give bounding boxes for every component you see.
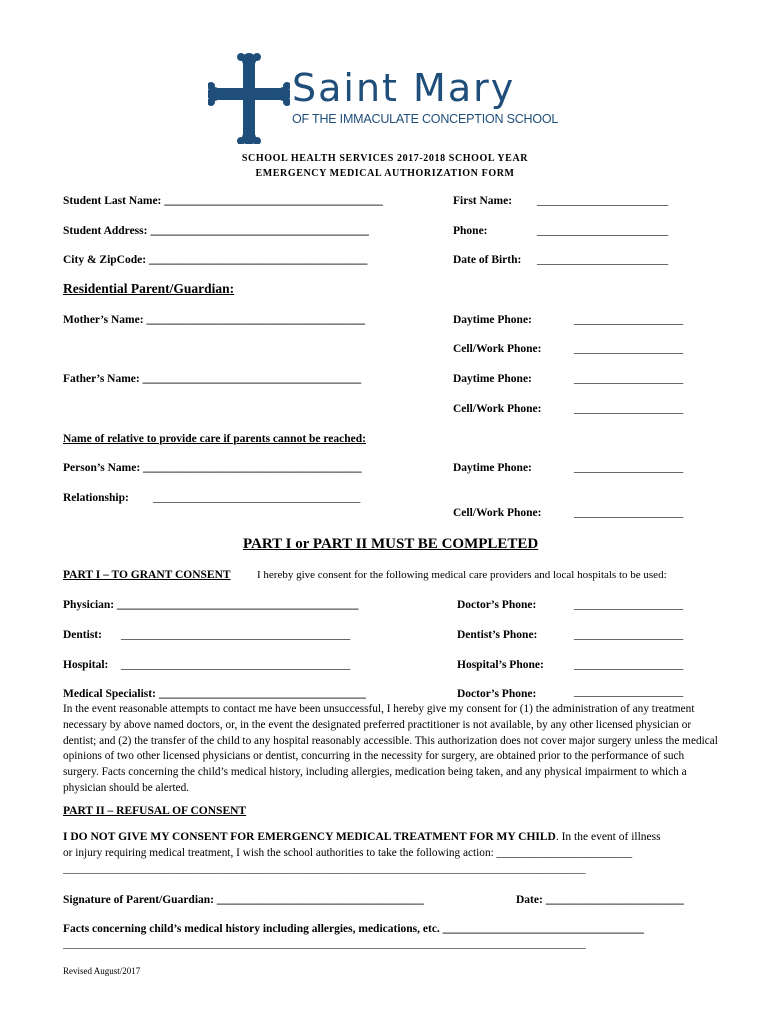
mother-cell-label: Cell/Work Phone: [453,343,542,355]
physician-phone-label: Doctor’s Phone: [457,599,537,611]
mother-cell-field[interactable]: ____________________ [574,343,684,355]
signature-field[interactable]: Signature of Parent/Guardian: ____________________________________ [63,894,424,906]
relationship-field[interactable]: ______________________________________ [153,492,361,504]
part2-title: PART II – REFUSAL OF CONSENT [63,805,247,817]
refusal-blank-line[interactable]: ______________________________________________________________________________________________________________ [63,864,586,875]
phone-field[interactable]: ________________________ [537,225,668,237]
mother-daytime-label: Daytime Phone: [453,314,532,326]
part-heading: PART I or PART II MUST BE COMPLETED [243,536,539,552]
hospital-phone-field[interactable]: ____________________ [574,659,684,671]
specialist-phone-field[interactable]: ____________________ [574,686,684,698]
consent-paragraph: In the event reasonable attempts to contact me have been unsuccessful, I hereby give my consent for (1) the administration of any treatment necessary by above named doctors, or, in the event the designated preferred practitioner is not available, by any other licensed physician or dentist; and (2) the transfer of the child to any hospital reasonably accessible. This authorization does not cover major surgery unless the medical opinions of two other licensed physicians or dentist, concurring in the necessity for surgery, are obtained prior to the performance of such surgery. Facts concerning the child’s medical history, including allergies, medication being taken, and any physical impairment to which a physician should be alerted. [63,703,718,794]
hospital-phone-label: Hospital’s Phone: [457,659,544,671]
hospital-label: Hospital: [63,659,109,671]
relative-cell-field[interactable]: ____________________ [574,507,684,519]
school-subtitle: OF THE IMMACULATE CONCEPTION SCHOOL [292,112,559,126]
guardian-heading: Residential Parent/Guardian: [63,281,235,296]
physician-phone-field[interactable]: ____________________ [574,599,684,611]
city-zip-field[interactable]: City & ZipCode: ______________________________________ [63,254,368,266]
student-address-field[interactable]: Student Address: ______________________________________ [63,225,369,237]
first-name-field[interactable]: ________________________ [537,195,668,207]
phone-label: Phone: [453,225,488,237]
dentist-label: Dentist: [63,629,102,641]
medical-history-field[interactable]: Facts concerning child’s medical history including allergies, medications, etc. ___________________________________ [63,923,644,935]
student-last-name-field[interactable]: Student Last Name: ______________________________________ [63,195,383,207]
revision-note: Revised August/2017 [63,966,141,976]
person-name-field[interactable]: Person’s Name: ______________________________________ [63,462,362,474]
relationship-label: Relationship: [63,492,129,504]
physician-field[interactable]: Physician: __________________________________________ [63,599,359,611]
dentist-field[interactable]: __________________________________________ [121,629,350,641]
father-cell-field[interactable]: ____________________ [574,403,684,415]
relative-heading: Name of relative to provide care if parents cannot be reached: [63,433,366,445]
first-name-label: First Name: [453,195,513,207]
relative-daytime-label: Daytime Phone: [453,462,532,474]
dentist-phone-label: Dentist’s Phone: [457,629,538,641]
dob-label: Date of Birth: [453,254,522,266]
specialist-phone-label: Doctor’s Phone: [457,688,537,700]
refusal-statement-row [63,831,661,843]
cross-icon [208,52,290,144]
part1-title: PART I – TO GRANT CONSENT [63,569,231,581]
refusal-statement-rest: . In the event of illness [555,831,661,843]
dentist-phone-field[interactable]: ____________________ [574,629,684,641]
father-daytime-label: Daytime Phone: [453,373,532,385]
relative-cell-label: Cell/Work Phone: [453,507,542,519]
specialist-field[interactable]: Medical Specialist: ____________________________________ [63,688,366,700]
part1-intro: I hereby give consent for the following medical care providers and local hospitals to be used: [257,569,667,581]
mother-name-field[interactable]: Mother’s Name: ______________________________________ [63,314,365,326]
father-daytime-field[interactable]: ____________________ [574,373,684,385]
relative-daytime-field[interactable]: ____________________ [574,462,684,474]
school-logo [208,52,578,144]
hospital-field[interactable]: __________________________________________ [121,659,350,671]
refusal-statement: I DO NOT GIVE MY CONSENT FOR EMERGENCY MEDICAL TREATMENT FOR MY CHILD [63,831,556,843]
dob-field[interactable]: ________________________ [537,254,668,266]
father-name-field[interactable]: Father’s Name: ______________________________________ [63,373,362,385]
refusal-action-field[interactable]: or injury requiring medical treatment, I wish the school authorities to take the following action: ________________________ [63,847,633,859]
mother-daytime-field[interactable]: ____________________ [574,314,684,326]
form-header-line2: EMERGENCY MEDICAL AUTHORIZATION FORM [255,168,515,179]
date-field[interactable]: Date: ________________________ [516,894,684,906]
school-name: Saint Mary [292,66,516,110]
form-header-line1: SCHOOL HEALTH SERVICES 2017-2018 SCHOOL YEAR [241,153,529,164]
medical-history-line[interactable]: ______________________________________________________________________________________________________________ [63,939,586,950]
father-cell-label: Cell/Work Phone: [453,403,542,415]
